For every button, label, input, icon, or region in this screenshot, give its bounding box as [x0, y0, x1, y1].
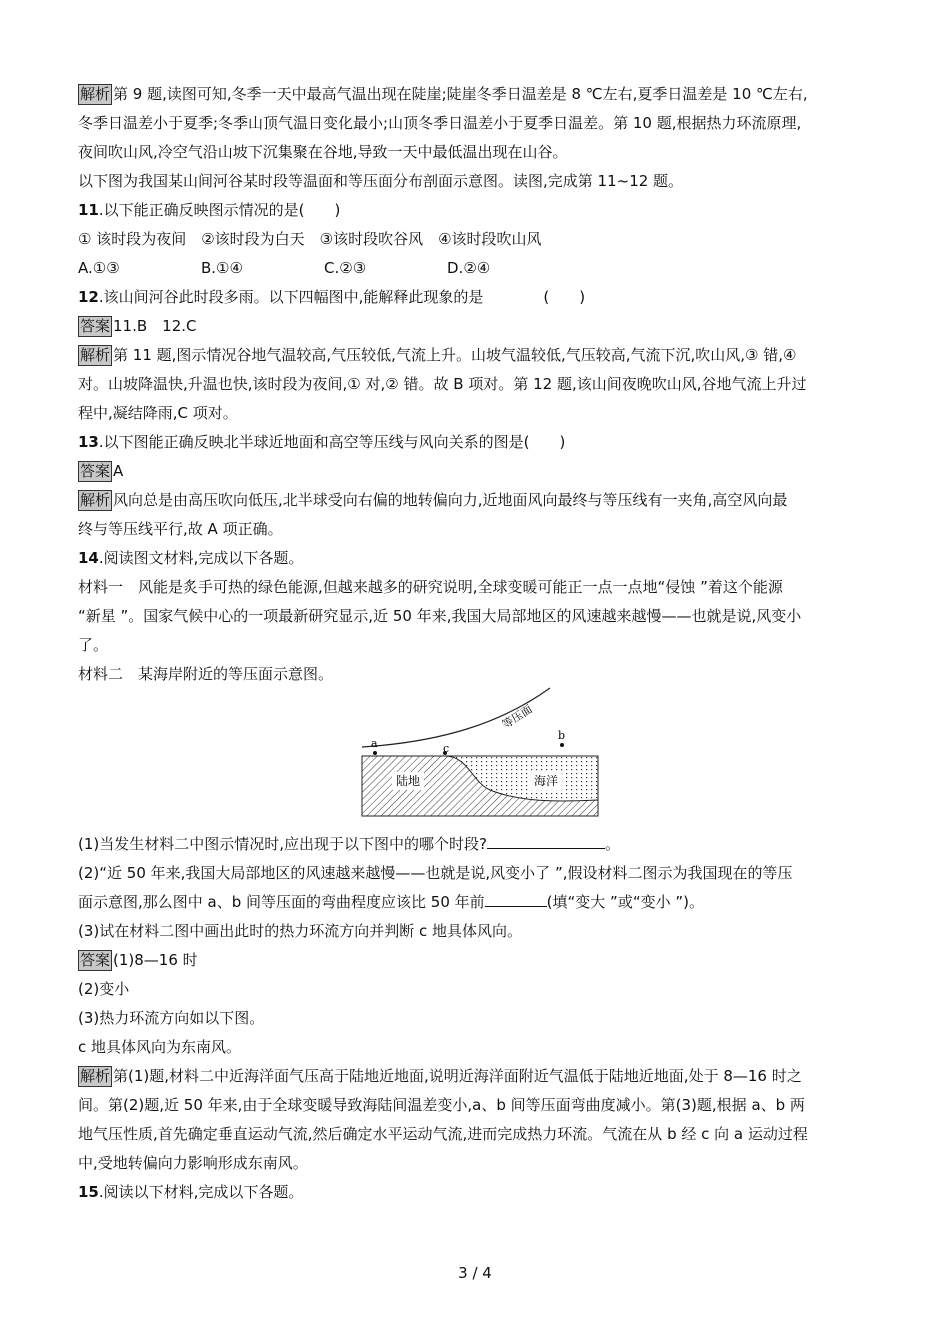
question-number: 13 — [78, 433, 99, 451]
explanation-14-line-3: 地气压性质,首先确定垂直运动气流,然后确定水平运动气流,进而完成热力环流。气流在从 b 经 c 向 a 运动过程 — [78, 1125, 808, 1143]
text: (1)当发生材料二中图示情况时,应出现于以下图中的哪个时段? — [78, 835, 487, 853]
question-14 — [78, 544, 888, 573]
text: 第(1)题,材料二中近海洋面气压高于陆地近地面,说明近海洋面附近气温低于陆地近地面,处于 8—16 时之 — [113, 1067, 802, 1085]
answer-11-12 — [78, 312, 888, 341]
question-number: 15 — [78, 1183, 99, 1201]
explanation-tag: 解析 — [80, 491, 111, 509]
explanation-tag: 解析 — [80, 1067, 111, 1085]
isobar-coast-diagram — [350, 684, 610, 820]
explanation-14-line-2: 间。第(2)题,近 50 年来,由于全球变暖导致海陆间温差变小,a、b 间等压面弯曲度减小。第(3)题,根据 a、b 两 — [78, 1096, 805, 1114]
question-14-2-line-2 — [78, 888, 888, 917]
question-11 — [78, 196, 888, 225]
question-text: .以下图能正确反映北半球近地面和高空等压线与风向关系的图是( ) — [98, 433, 566, 451]
text: 面示意图,那么图中 a、b 间等压面的弯曲程度应该比 50 年前 — [78, 893, 485, 911]
text: 。 — [604, 835, 620, 853]
answer-14-4: c 地具体风向为东南风。 — [78, 1038, 242, 1056]
explanation-11-12-line-3: 程中,凝结降雨,C 项对。 — [78, 404, 238, 422]
material-1-line-3: 了。 — [78, 636, 109, 654]
sea-label: 海洋 — [533, 774, 559, 788]
page-number: 3 / 4 — [458, 1264, 492, 1282]
question-number: 12 — [78, 288, 99, 306]
question-text: .阅读图文材料,完成以下各题。 — [98, 549, 304, 567]
explanation-14-line-1 — [78, 1062, 888, 1091]
answer-text: A — [113, 462, 124, 480]
answer-text: (1)8—16 时 — [113, 951, 198, 969]
point-b-label: b — [558, 729, 566, 742]
answer-tag: 答案 — [80, 462, 111, 480]
option-c: C.②③ — [324, 259, 367, 277]
text: 第 11 题,图示情况谷地气温较高,气压较低,气流上升。山坡气温较低,气压较高,气流下沉,吹山风,③ 错,④ — [113, 346, 797, 364]
text: 第 9 题,读图可知,冬季一天中最高气温出现在陡崖;陡崖冬季日温差是 8 ℃左右,夏季日温差是 10 ℃左右, — [113, 85, 808, 103]
answer-tag: 答案 — [80, 317, 111, 335]
explanation-14-line-4: 中,受地转偏向力影响形成东南风。 — [78, 1154, 308, 1172]
answer-13 — [78, 457, 888, 486]
explanation-tag: 解析 — [80, 85, 111, 103]
material-1-line-2: “新星 ”。国家气候中心的一项最新研究显示,近 50 年来,我国大局部地区的风速越来越慢——也就是说,风变小 — [78, 607, 802, 625]
explanation-tag: 解析 — [80, 346, 111, 364]
explanation-13-line-2: 终与等压线平行,故 A 项正确。 — [78, 520, 283, 538]
explanation-13-line-1 — [78, 486, 888, 515]
option-b: B.①④ — [201, 259, 243, 277]
answer-14-1 — [78, 946, 888, 975]
explanation-11-12-line-1 — [78, 341, 888, 370]
question-text: .该山间河谷此时段多雨。以下四幅图中,能解释此现象的是 ( ) — [98, 288, 586, 306]
answer-blank[interactable] — [487, 832, 605, 849]
question-text: .以下能正确反映图示情况的是( ) — [98, 201, 341, 219]
question-12 — [78, 283, 888, 312]
point-a-label: a — [371, 737, 378, 750]
question-number: 14 — [78, 549, 99, 567]
question-15 — [78, 1178, 888, 1207]
answer-14-3: (3)热力环流方向如以下图。 — [78, 1009, 265, 1027]
question-text: .阅读以下材料,完成以下各题。 — [98, 1183, 304, 1201]
land-label: 陆地 — [395, 774, 421, 788]
question-14-2-line-1: (2)“近 50 年来,我国大局部地区的风速越来越慢——也就是说,风变小了 ”,假设材料二图示为我国现在的等压 — [78, 864, 793, 882]
explanation-9-10-line-3: 夜间吹山风,冷空气沿山坡下沉集聚在谷地,导致一天中最低温出现在山谷。 — [78, 143, 568, 161]
answer-14-2: (2)变小 — [78, 980, 130, 998]
point-b-dot — [560, 743, 564, 747]
question-number: 11 — [78, 201, 99, 219]
question-11-items: ① 该时段为夜间 ②该时段为白天 ③该时段吹谷风 ④该时段吹山风 — [78, 230, 542, 248]
answer-text: 11.B 12.C — [113, 317, 197, 335]
answer-tag: 答案 — [80, 951, 111, 969]
material-1-line-1: 材料一 风能是炙手可热的绿色能源,但越来越多的研究说明,全球变暖可能正一点一点地“侵蚀 ”着这个能源 — [78, 578, 783, 596]
isobar-label: 等压面 — [499, 702, 535, 732]
explanation-9-10-line-1 — [78, 80, 888, 109]
answer-blank[interactable] — [485, 890, 547, 907]
text: (填“变大 ”或“变小 ”)。 — [546, 893, 704, 911]
question-14-1 — [78, 830, 888, 859]
question-11-options — [78, 254, 888, 283]
point-c-label: c — [443, 742, 450, 755]
intro-11-12: 以下图为我国某山间河谷某时段等温面和等压面分布剖面示意图。读图,完成第 11~12 题。 — [78, 172, 684, 190]
material-2-caption: 材料二 某海岸附近的等压面示意图。 — [78, 665, 334, 683]
explanation-11-12-line-2: 对。山坡降温快,升温也快,该时段为夜间,① 对,② 错。故 B 项对。第 12 题,该山间夜晚吹山风,谷地气流上升过 — [78, 375, 807, 393]
text: 风向总是由高压吹向低压,北半球受向右偏的地转偏向力,近地面风向最终与等压线有一夹角,高空风向最 — [113, 491, 788, 509]
explanation-9-10-line-2: 冬季日温差小于夏季;冬季山顶气温日变化最小;山顶冬季日温差小于夏季日温差。第 10 题,根据热力环流原理, — [78, 114, 802, 132]
option-a: A.①③ — [78, 259, 120, 277]
question-14-3: (3)试在材料二图中画出此时的热力环流方向并判断 c 地具体风向。 — [78, 922, 523, 940]
question-13 — [78, 428, 888, 457]
point-a-dot — [373, 751, 377, 755]
option-d: D.②④ — [447, 259, 491, 277]
